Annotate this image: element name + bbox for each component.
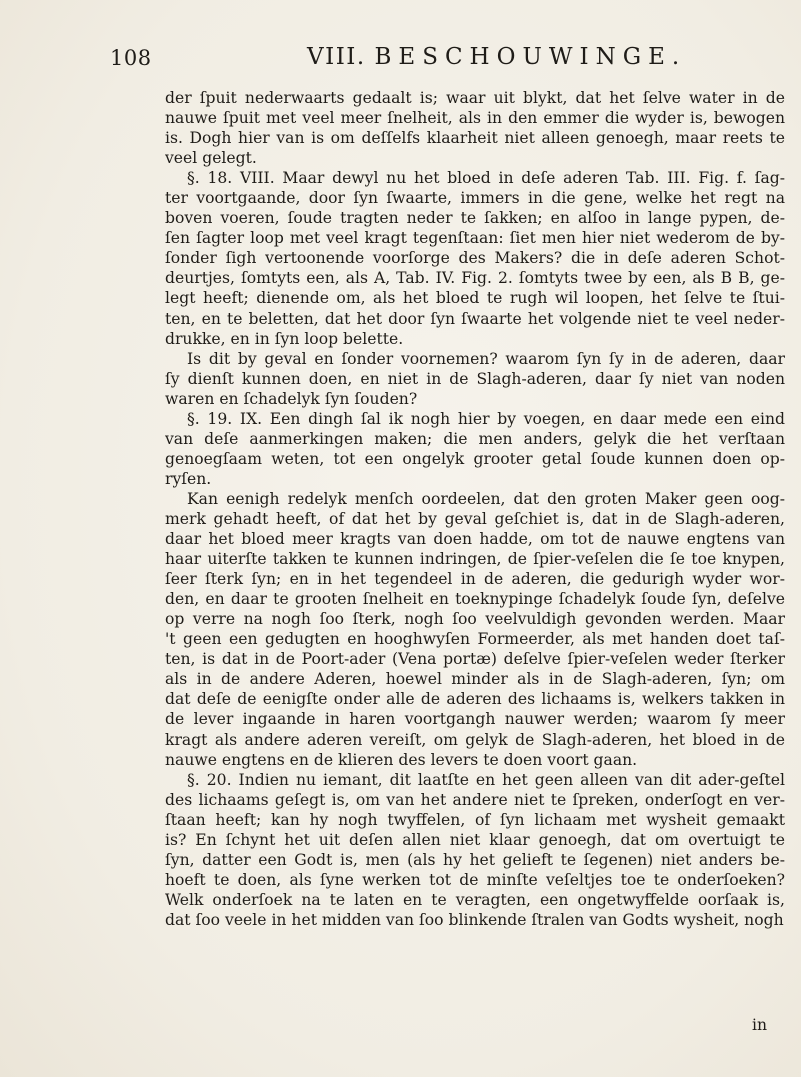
text-line: den, en daar te grooten ſnelheit en toeknypinge ſchadelyk ſoude ſyn, deſelve xyxy=(165,590,785,609)
text-line: nauwe engtens en de klieren des levers te doen voort gaan. xyxy=(165,750,638,769)
chapter-numeral: VIII. xyxy=(307,44,366,70)
text-line: §. 20. Indien nu iemant, dit laatſte en het geen alleen van dit ader-geſtel xyxy=(187,770,785,789)
text-line: Welk onderſoek na te laten en te veragten, een ongetwyffelde oorſaak is, xyxy=(165,890,785,909)
text-line: genoegſaam weten, tot een ongelyk grooter getal ſoude kunnen doen op- xyxy=(165,449,785,468)
text-line: dat deſe de eenigſte onder alle de aderen des lichaams is, welkers takken in xyxy=(165,690,785,709)
text-line: ſonder ſigh vertoonende voorſorge des Makers? die in deſe aderen Schot- xyxy=(165,249,785,268)
text-line: §. 19. IX. Een dingh ſal ik nogh hier by voegen, en daar mede een eind xyxy=(187,409,785,428)
text-line: ten, en te beletten, dat het door ſyn ſwaarte het volgende niet te veel neder- xyxy=(165,309,785,328)
chapter-title: BESCHOUWINGE. xyxy=(374,44,687,70)
text-line: ſyn, datter een Godt is, men (als hy het gelieft te ſegenen) niet anders be- xyxy=(165,850,785,869)
text-line: des lichaams geſegt is, om van het andere niet te ſpreken, onderſogt en ver- xyxy=(165,790,785,809)
text-line: ſen ſagter loop met veel kragt tegenſtaan: ſiet men hier niet wederom de by- xyxy=(165,229,785,248)
text-line: §. 18. VIII. Maar dewyl nu het bloed in deſe aderen Tab. III. Fig. f. ſag- xyxy=(187,169,785,188)
text-line: ſtaan heeft; kan hy nogh twyffelen, of ſyn lichaam met wysheit gemaakt xyxy=(165,810,785,829)
text-line: waren en ſchadelyk ſyn ſouden? xyxy=(165,389,418,408)
catchword: in xyxy=(752,1016,768,1034)
text-line: dat ſoo veele in het midden van ſoo blinkende ſtralen van Godts wysheit, nogh xyxy=(165,910,784,929)
text-line: veel gelegt. xyxy=(165,149,257,168)
running-head xyxy=(307,44,686,70)
text-line: ryſen. xyxy=(165,469,212,488)
text-line: is? En ſchynt het uit deſen allen niet klaar genoegh, dat om overtuigt te xyxy=(165,830,785,849)
text-line: boven voeren, ſoude tragten neder te ſakken; en alſoo in lange pypen, de- xyxy=(165,209,785,228)
text-line: als in de andere Aderen, hoewel minder als in de Slagh-aderen, ſyn; om xyxy=(165,670,785,689)
body-text xyxy=(165,88,785,930)
text-line: ten, is dat in de Poort-ader (Vena portæ) deſelve ſpier-veſelen weder ſterker xyxy=(165,650,785,669)
text-line: 't geen een gedugten en hooghwyſen Formeerder, als met handen doet taſ- xyxy=(165,630,785,649)
text-line: der ſpuit nederwaarts gedaalt is; waar uit blykt, dat het ſelve water in de xyxy=(165,89,785,107)
text-line: hoeft te doen, als ſyne werken tot de minſte veſeltjes toe te onderſoeken? xyxy=(165,870,785,889)
text-line: van deſe aanmerkingen maken; die men anders, gelyk die het verſtaan xyxy=(165,429,785,448)
text-line: deurtjes, ſomtyts een, als A, Tab. IV. Fig. 2. ſomtyts twee by een, als B B, ge- xyxy=(165,269,785,288)
text-line: legt heeft; dienende om, als het bloed te rugh wil loopen, het ſelve te ſtui- xyxy=(165,289,785,308)
text-line: Kan eenigh redelyk menſch oordeelen, dat den groten Maker geen oog- xyxy=(187,489,785,508)
text-line: haar uiterſte takken te kunnen indringen, de ſpier-veſelen die ſe toe knypen, xyxy=(165,550,785,569)
text-line: ſeer ſterk ſyn; en in het tegendeel in de aderen, die gedurigh wyder wor- xyxy=(165,570,785,589)
text-line: de lever ingaande in haren voortgangh nauwer werden; waarom ſy meer xyxy=(165,710,785,729)
page-number: 108 xyxy=(110,46,152,70)
text-line: op verre na nogh ſoo ſterk, nogh ſoo veelvuldigh gevonden werden. Maar xyxy=(165,610,785,629)
text-line: daar het bloed meer kragts van doen hadde, om tot de nauwe engtens van xyxy=(165,530,785,549)
text-line: merk gehadt heeft, of dat het by geval geſchiet is, dat in de Slagh-aderen, xyxy=(165,509,785,528)
text-line: is. Dogh hier van is om deſſelfs klaarheit niet alleen genoegh, maar reets te xyxy=(165,129,785,148)
text-line: kragt als andere aderen vereiſt, om gelyk de Slagh-aderen, het bloed in de xyxy=(165,730,785,749)
text-line: ſy dienſt kunnen doen, en niet in de Slagh-aderen, daar ſy niet van noden xyxy=(165,369,785,388)
text-line: ter voortgaande, door ſyn ſwaarte, immers in die gene, welke het regt na xyxy=(165,189,785,208)
text-line: nauwe ſpuit met veel meer ſnelheit, als in den emmer die wyder is, bewogen xyxy=(165,109,785,128)
text-line: Is dit by geval en ſonder voornemen? waarom ſyn ſy in de aderen, daar xyxy=(187,349,785,368)
page-header xyxy=(110,40,761,76)
text-line: drukke, en in ſyn loop belette. xyxy=(165,329,404,348)
